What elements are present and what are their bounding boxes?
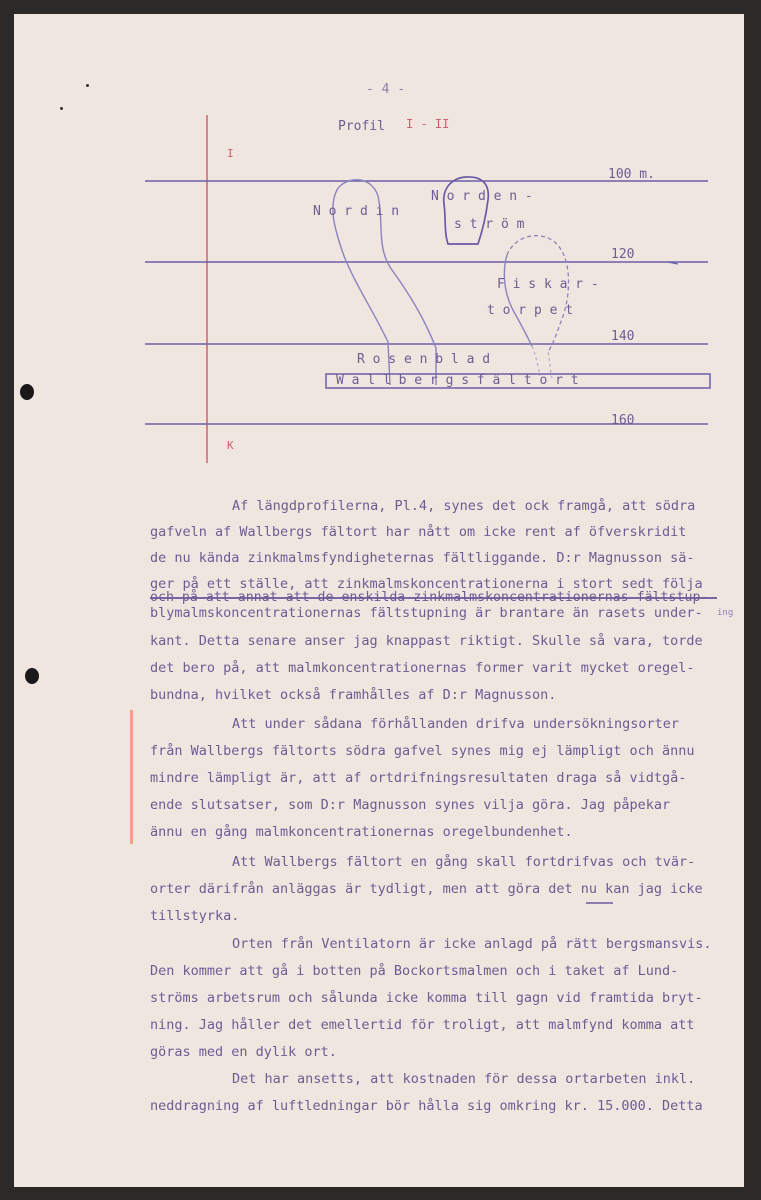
profile-title: Profil [338, 119, 385, 134]
body-line: tillstyrka. [150, 908, 240, 924]
depth-label-100: 100 m. [608, 167, 655, 182]
depth-label-140: 140 [611, 329, 635, 344]
section-marker-top: I [227, 147, 234, 160]
body-line: ning. Jag håller det emellertid för troligt, att malmfynd komma att [150, 1017, 695, 1033]
body-line: Orten från Ventilatorn är icke anlagd på rätt bergsmansvis. [232, 936, 712, 952]
section-marker-bottom: K [227, 439, 234, 452]
depth-label-120: 120 [611, 247, 635, 262]
body-line: Det har ansetts, att kostnaden för dessa ortarbeten inkl. [232, 1071, 696, 1087]
label-wallbergs-faltort: W a l l b e r g s f ä l t o r t [336, 373, 579, 388]
label-fiskartorpet-2: t o r p e t [487, 303, 574, 318]
body-line: orter därifrån anläggas är tydligt, men att göra det nu kan jag icke [150, 881, 703, 897]
body-line: ännu en gång malmkoncentrationernas oregelbundenhet. [150, 824, 573, 840]
body-line: ende slutsatser, som D:r Magnusson synes vilja göra. Jag påpekar [150, 797, 671, 813]
margin-note: ing [717, 608, 734, 618]
body-line: gafveln af Wallbergs fältort har nått om icke rent af öfverskridit [150, 524, 687, 540]
body-line: Att under sådana förhållanden drifva undersökningsorter [232, 716, 680, 732]
body-line: Af längdprofilerna, Pl.4, synes det ock framgå, att södra [232, 498, 696, 514]
label-fiskartorpet-1: F i s k a r - [497, 277, 599, 292]
body-line: de nu kända zinkmalmsfyndigheternas fältliggande. D:r Magnusson sä- [150, 550, 695, 566]
body-line: göras med en dylik ort. [150, 1044, 337, 1060]
body-line: bundna, hvilket också framhålles af D:r Magnusson. [150, 687, 557, 703]
label-nordin: N o r d i n [313, 204, 400, 219]
body-line: blymalmskoncentrationernas fältstupning är brantare än rasets under- [150, 605, 703, 621]
body-line: ger på ett ställe, att zinkmalmskoncentrationerna i stort sedt följa [150, 576, 703, 592]
body-line: ströms arbetsrum och sålunda icke komma till gagn vid framtida bryt- [150, 990, 703, 1006]
body-line: Att Wallbergs fältort en gång skall fortdrifvas och tvär- [232, 854, 696, 870]
label-rosenblad: R o s e n b l a d [357, 352, 491, 367]
body-line: mindre lämpligt är, att af ortdrifningsresultaten draga så vidtgå- [150, 770, 687, 786]
body-line-struck: och på att annat att de enskilda zinkmalmskoncentrationernas fältstup- [150, 590, 709, 605]
body-line: kant. Detta senare anser jag knappast riktigt. Skulle så vara, torde [150, 633, 703, 649]
body-line: från Wallbergs fältorts södra gafvel synes mig ej lämpligt och ännu [150, 743, 695, 759]
profile-title-suffix: I - II [406, 117, 450, 131]
page-number: - 4 - [366, 82, 406, 97]
body-line: det bero på, att malmkoncentrationernas former varit mycket oregel- [150, 660, 695, 676]
depth-label-160: 160 [611, 413, 635, 428]
body-line: neddragning af luftledningar bör hålla sig omkring kr. 15.000. Detta [150, 1098, 703, 1114]
label-nordenstrom-1: N o r d e n - [431, 189, 533, 204]
label-nordenstrom-2: s t r ö m [454, 217, 525, 232]
body-line: Den kommer att gå i botten på Bockortsmalmen och i taket af Lund- [150, 963, 679, 979]
